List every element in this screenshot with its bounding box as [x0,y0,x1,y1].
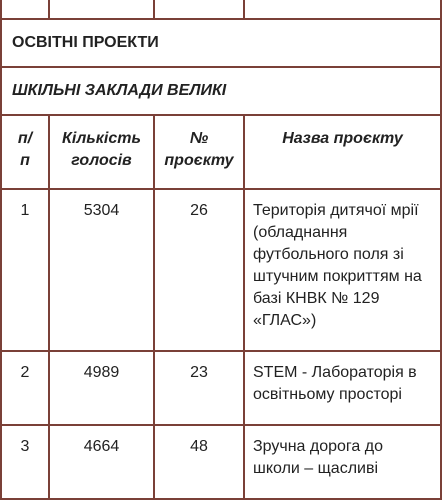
header-cell [49,0,154,19]
section-cell [1,19,441,67]
column-header-project-no: № проєкту [164,130,234,169]
header-num-fragment [2,0,48,18]
row-votes: 4664 [83,438,120,455]
row-project-name: Зручна дорога до школи – щасливі [253,438,383,477]
row-num: 2 [20,364,30,381]
header-cell [244,0,441,19]
row-project-no: 26 [190,202,208,219]
table-cell [1,351,49,425]
table-cell [244,351,441,425]
subsection-cell [1,67,441,115]
table-cell [244,425,441,499]
column-header-cell [1,115,49,189]
subsection-title: ШКІЛЬНІ ЗАКЛАДИ ВЕЛИКІ [12,82,227,99]
table-cell [1,425,49,499]
column-header-cell [154,115,244,189]
column-header-name: Назва проєкту [282,130,403,147]
table-cell [49,351,154,425]
table-header-fragment [1,0,441,19]
table-row [1,351,441,425]
column-header-votes: Кількість голосів [62,130,141,169]
column-header-num: п/ п [17,130,33,169]
row-project-name: STEM - Лабораторія в освітньому просторі [253,364,417,403]
table-cell [154,425,244,499]
table-row [1,425,441,499]
section-row [1,19,441,67]
header-name-fragment [245,0,440,18]
table-cell [154,351,244,425]
table-cell [49,425,154,499]
row-num: 1 [20,202,30,219]
table-cell [1,189,49,351]
section-title: ОСВІТНІ ПРОЕКТИ [12,34,159,51]
row-num: 3 [20,438,30,455]
row-project-name: Територія дитячої мрії (обладнання футбольного поля зі штучним покриттям на базі КНВК № 129 «ГЛАС») [253,202,422,329]
row-votes: 5304 [83,202,120,219]
table-row [1,189,441,351]
row-project-no: 23 [190,364,208,381]
table-cell [49,189,154,351]
header-cell [154,0,244,19]
table-cell [244,189,441,351]
header-project-fragment [155,0,243,18]
table-cell [154,189,244,351]
row-votes: 4989 [83,364,120,381]
row-project-no: 48 [190,438,208,455]
subsection-row [1,67,441,115]
column-header-cell [49,115,154,189]
column-header-cell [244,115,441,189]
column-header-row [1,115,441,189]
header-cell [1,0,49,19]
header-votes-fragment [50,0,153,18]
